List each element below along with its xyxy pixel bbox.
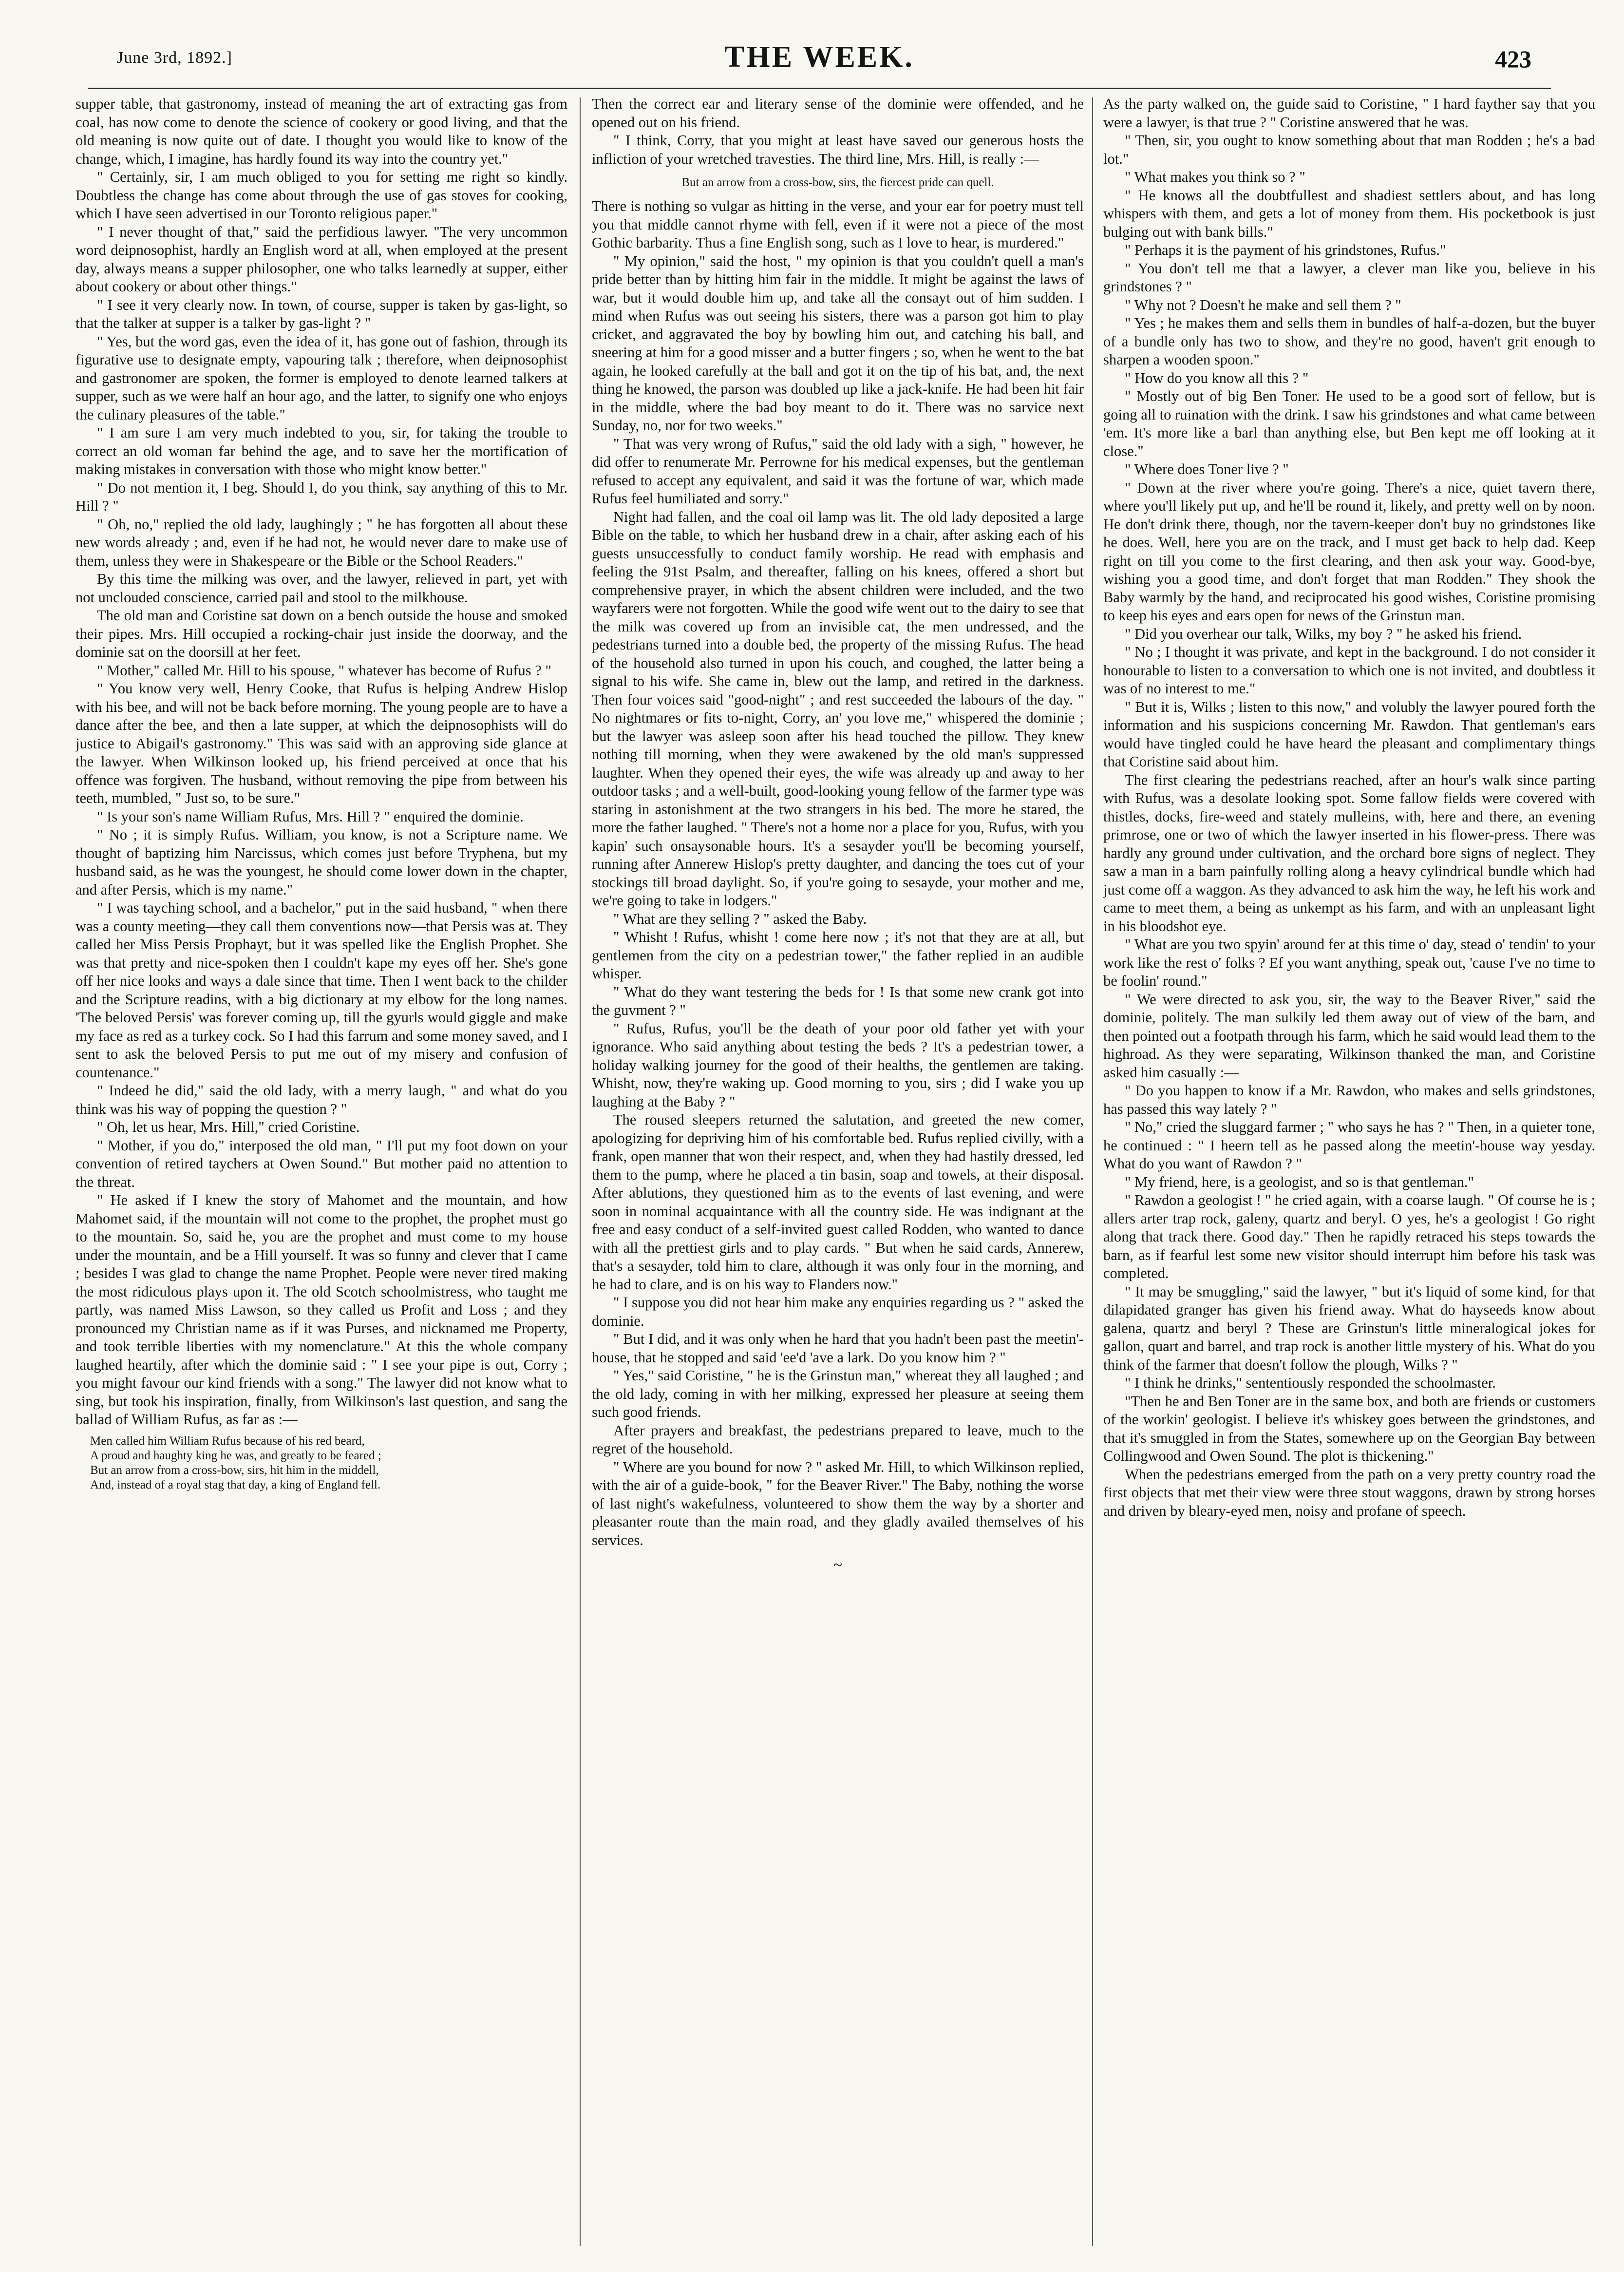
paragraph: " I suppose you did not hear him make any enquiries regarding us ? " asked the dominie. bbox=[592, 1294, 1084, 1329]
paragraph: " Mostly out of big Ben Toner. He used to be a good sort of fellow, but is going all to ruination with the drink. I saw his grindstones and what came between 'em. It's more like a barl than anything else, but Ben kept me off looking at it close." bbox=[1103, 388, 1595, 459]
paragraph: "Then he and Ben Toner are in the same box, and both are friends or customers of the workin' geologist. I believe it's whiskey goes between the grindstones, and that it's smuggled in from the States, somewhere up on the Georgian Bay between Collingwood and Owen Sound. The plot is thickening." bbox=[1103, 1393, 1595, 1464]
paragraph: " Why not ? Doesn't he make and sell them ? " bbox=[1125, 296, 1401, 313]
paragraph: Night had fallen, and the coal oil lamp was lit. The old lady deposited a large Bible on the table, to which her husband drew in a chair, after asking each of his guests unsuccessfully to conduct family worship. He read with emphasis and feeling the 91st Psalm, and thereafter, falling on his knees, offered a short but comprehensive prayer, in which the absent children were included, and the two wayfarers were not forgotten. While the good wife went out to the dairy to see that the milk was covered up from an invisible cat, the men undressed, and the pedestrians turned into a double bed, the property of the missing Rufus. The head of the household also turned in upon his couch, and coughed, the latter being a signal to his wife. She came in, blew out the lamp, and retired in the darkness. Then four voices said "good-night" ; and rest succeeded the labours of the day. " No nightmares or fits to-night, Corry, an' you love me," whispered the dominie ; but the lawyer was asleep soon after his head touched the pillow. They knew nothing till morning, when they were awakened by the old man's suppressed laughter. When they opened their eyes, the wife was already up and away to her outdoor tasks ; and a well-built, good-looking young fellow of the farmer type was staring in astonishment at the two strangers in his bed. The more he stared, the more the father laughed. " There's not a home nor a place for you, Rufus, with you kapin' such onsaysonable hours. It's a sesayder you'll be becoming yourself, running after Annerew Hislop's pretty daughter, and dancing the toes cut of your stockings till broad daylight. So, if you're going to sesayde, your mother and me, we're going to take in lodgers." bbox=[592, 508, 1084, 909]
text-column-2 bbox=[592, 95, 1084, 2249]
verse-line: A proud and haughty king he was, and greatly to be feared ; bbox=[90, 1449, 381, 1462]
quoted-verse-line: But an arrow from a cross-bow, sirs, the fiercest pride can quell. bbox=[681, 176, 994, 189]
paragraph: " My opinion," said the host, " my opinion is that you couldn't quell a man's pride better than by hitting him fair in the middle. It might be against the laws of war, but it would double him up, and take all the consayt out of him sudden. I mind when Rufus was out seeing his sisters, there was a parson got him to play cricket, and aggravated the boy by bowling him out, and catching his ball, and sneering at him for a good misser and a butter fingers ; so, when he went to the bat again, he looked carefully at the ball and got it on the tip of his bat, and, the next thing he knowed, the parson was doubled up like a jack-knife. He had been hit fair in the middle, where the bad boy meant to do it. There was no sarvice next Sunday, no, nor for two weeks." bbox=[592, 252, 1084, 434]
paragraph: " We were directed to ask you, sir, the way to the Beaver River," said the dominie, politely. The man sulkily led them away out of view of the barn, and then pointed out a footpath through his farm, which he said would lead them to the highroad. As they were separating, Wilkinson thanked the man, and Coristine asked him casually :— bbox=[1103, 991, 1595, 1081]
paragraph: " You know very well, Henry Cooke, that Rufus is helping Andrew Hislop with his bee, and will not be back before morning. The young people are to have a dance after the bee, and then a late supper, at which the deipnosophists will do justice to Abigail's gastronomy." This was said with an approving side glance at the lawyer. When Wilkinson looked up, his friend perceived at once that his offence was forgiven. The husband, without removing the pipe from between his teeth, mumbled, " Just so, to be sure." bbox=[76, 680, 567, 806]
paragraph: When the pedestrians emerged from the path on a very pretty country road the first objects that met their view were three stout waggons, drawn by strong horses and driven by bleary-eyed men, noisy and profane of speech. bbox=[1103, 1466, 1595, 1519]
paragraph: " How do you know all this ? " bbox=[1125, 369, 1309, 386]
paragraph: " But it is, Wilks ; listen to this now," and volubly the lawyer poured forth the information and his suspicions concerning Mr. Rawdon. That gentleman's ears would have tingled could he have heard the pleasant and complimentary things that Coristine said about him. bbox=[1103, 698, 1595, 770]
paragraph: " You don't tell me that a lawyer, a clever man like you, believe in his grindstones ? " bbox=[1103, 260, 1595, 295]
paragraph: There is nothing so vulgar as hitting in the verse, and your ear for poetry must tell you that middle cannot rhyme with fell, even if it were not a piece of the most Gothic barbarity. Thus a fine English song, such as I love to hear, is murdered." bbox=[592, 198, 1084, 251]
paragraph: " What makes you think so ? " bbox=[1125, 169, 1305, 185]
paragraph: " But I did, and it was only when he hard that you hadn't been past the meetin'-house, that he stopped and said 'ee'd 'ave a lark. Do you know him ? " bbox=[592, 1331, 1084, 1366]
paragraph: " Do not mention it, I beg. Should I, do you think, say anything of this to Mr. Hill ? " bbox=[76, 479, 567, 514]
paragraph: " Yes," said Coristine, " he is the Grinstun man," whereat they all laughed ; and the old lady, coming in with her milking, expressed her pleasure at seeing them such good friends. bbox=[592, 1367, 1084, 1420]
paragraph: " No," cried the sluggard farmer ; " who says he has ? " Then, in a quieter tone, he continued : " I heern tell as he passed along the meetin'-house way yesday. What do you want of Rawdon ? " bbox=[1103, 1119, 1595, 1172]
paragraph: " My friend, here, is a geologist, and so is that gentleman." bbox=[1125, 1173, 1474, 1190]
paragraph: " Where does Toner live ? " bbox=[1125, 461, 1289, 477]
paragraph: " I am sure I am very much indebted to you, sir, for taking the trouble to correct an old woman far behind the age, and to save her the mortification of making mistakes in conversation with those who might know better." bbox=[76, 424, 567, 477]
paragraph: As the party walked on, the guide said to Coristine, " I hard fayther say that you were a lawyer, is that true ? " Coristine answered that he was. bbox=[1103, 95, 1595, 131]
paragraph: The first clearing the pedestrians reached, after an hour's walk since parting with Rufus, was a desolate looking spot. Some fallow fields were covered with thistles, docks, fire-weed and stately mulleins, with, here and there, an evening primrose, one or two of which the lawyer inserted in his flower-press. There was hardly any ground under cultivation, and the orchard bore signs of neglect. They saw a man in a barn painfully rolling along a heavy cylindrical bundle which had just come off a waggon. As they advanced to ask him the way, he left his work and came to meet them, a being as unkempt as his farm, and with an unpleasant light in his bloodshot eye. bbox=[1103, 771, 1595, 935]
paragraph: " I think, Corry, that you might at least have saved our generous hosts the infliction of your wretched travesties. The third line, Mrs. Hill, is really :— bbox=[592, 132, 1084, 167]
paragraph: " What are you two spyin' around fer at this time o' day, stead o' tendin' to your work like the rest o' folks ? Ef you want anything, speak out, 'cause I've no time to be foolin' round." bbox=[1103, 936, 1595, 989]
paragraph: " Whisht ! Rufus, whisht ! come here now ; it's not that they are at all, but gentlemen from the city on a pedestrian tower," the father replied in an audible whisper. bbox=[592, 929, 1084, 982]
paragraph: The old man and Coristine sat down on a bench outside the house and smoked their pipes. Mrs. Hill occupied a rocking-chair just inside the doorway, and the dominie sat on the doorsill at her feet. bbox=[76, 607, 567, 660]
verse-line: And, instead of a royal stag that day, a king of England fell. bbox=[90, 1478, 381, 1491]
paragraph: " Perhaps it is the payment of his grindstones, Rufus." bbox=[1125, 242, 1446, 258]
paragraph: " Down at the river where you're going. There's a nice, quiet tavern there, where you'll likely put up, and he'll be round it, likely, and pretty well on by noon. He don't drink there, though, nor the tavern-keeper don't buy no grindstones like he does. Well, here you are on the track, and I must get back to help dad. Keep right on till you come to the first clearing, and then ask your way. Good-bye, wishing you a good time, and don't forget that man Rodden." They shook the Baby warmly by the hand, and reciprocated his good wishes, Coristine promising to keep his eyes and ears open for news of the Grinstun man. bbox=[1103, 479, 1595, 624]
verse-line: But an arrow from a cross-bow, sirs, hit him in the middell, bbox=[90, 1463, 379, 1477]
column-rule-right bbox=[1092, 97, 1093, 2246]
paragraph: " Where are you bound for now ? " asked Mr. Hill, to which Wilkinson replied, with the air of a guide-book, " for the Beaver River." The Baby, nothing the worse of last night's wakefulness, volunteered to show them the way by a shorter and pleasanter route than the main road, and they gladly availed themselves of his services. bbox=[592, 1458, 1084, 1548]
page-number: 423 bbox=[1495, 45, 1531, 73]
paragraph: " He asked if I knew the story of Mahomet and the mountain, and how Mahomet said, if the mountain will not come to the prophet, the prophet must go to the mountain. So, said he, you are the prophet and must come to my house under the mountain, and be a Hill yourself. It was so funny and clever that I came ; besides I was glad to change the name Prophet. People were never tired making the most ridiculous plays upon it. The old Scotch schoolmistress, who taught me partly, was named Miss Lawson, so they called us Profit and Loss ; and they pronounced my Christian name as if it was Purses, and nicknamed me Property, and took terrible liberties with my nomenclature." At this the whole company laughed heartily, after which the dominie said : " I see your pipe is out, Corry ; you might favour our kind friends with a song." The lawyer did not know what to sing, but took his inspiration, finally, from Wilkinson's last question, and sang the ballad of William Rufus, as far as :— bbox=[76, 1192, 567, 1428]
paragraph: The roused sleepers returned the salutation, and greeted the new comer, apologizing for depriving him of his comfortable bed. Rufus replied civilly, with a frank, open manner that won their respect, and, when they had hastily dressed, led them to the pump, where he placed a tin basin, soap and towels, at their disposal. After ablutions, they questioned him as to the events of last evening, and were soon in nominal acquaintance with all the country side. He was indignant at the free and easy conduct of a self-invited guest called Rodden, who wanted to dance with all the prettiest girls and to play cards. " But when he said cards, Annerew, that's a sesayder, told him to clare, although it was only four in the morning, and he had to clare, and is on his way to Flanders now." bbox=[592, 1111, 1084, 1293]
ballad-verse bbox=[90, 1434, 567, 1492]
paragraph: " Rawdon a geologist ! " he cried again, with a coarse laugh. " Of course he is ; allers arter trap rock, galeny, quartz and beryl. O yes, he's a geologist ! Go right along that track there. Good day." Then he rapidly retraced his steps towards the barn, as if fearful lest some new visitor should interrupt him before his task was completed. bbox=[1103, 1192, 1595, 1281]
paragraph: " I see it very clearly now. In town, of course, supper is taken by gas-light, so that the talker at supper is a talker by gas-light ? " bbox=[76, 296, 567, 331]
verse-line: Men called him William Rufus because of his red beard, bbox=[90, 1434, 365, 1448]
paragraph: " Certainly, sir, I am much obliged to you for setting me right so kindly. Doubtless the change has come about through the use of gas stoves for cooking, which I have seen advertised in our Toronto religious paper." bbox=[76, 169, 567, 222]
text-column-3 bbox=[1103, 95, 1595, 2249]
paragraph: " Then, sir, you ought to know something about that man Rodden ; he's a bad lot." bbox=[1103, 132, 1595, 167]
issue-date: June 3rd, 1892.] bbox=[117, 49, 232, 67]
paragraph: " Mother," called Mr. Hill to his spouse, " whatever has become of Rufus ? " bbox=[97, 662, 551, 679]
paragraph: " Is your son's name William Rufus, Mrs. Hill ? " enquired the dominie. bbox=[97, 808, 524, 825]
paragraph: " Oh, no," replied the old lady, laughingly ; " he has forgotten all about these new words already ; and, even if he had not, he would never dare to make use of them, unless they were in Shakespeare or the Bible or the School Readers." bbox=[76, 515, 567, 569]
paragraph: " Rufus, Rufus, you'll be the death of your poor old father yet with your ignorance. Who said anything about testing the beds ? It's a pedestrian tower, a holiday walking journey for the good of their healths, the gentlemen are taking. Whisht, now, they're waking up. Good morning to you, sirs ; did I wake you up laughing at the Baby ? " bbox=[592, 1020, 1084, 1110]
paragraph: " No ; it is simply Rufus. William, you know, is not a Scripture name. We thought of baptizing him Narcissus, which comes just before Tryphena, but my husband said, as he was the youngest, he should come lower down in the chapter, and after Persis, which is my name." bbox=[76, 826, 567, 898]
paragraph: Then the correct ear and literary sense of the dominie were offended, and he opened out on his friend. bbox=[592, 95, 1084, 131]
paragraph: " No ; I thought it was private, and kept in the background. I do not consider it honourable to listen to a conversation to which one is not invited, and doubtless it was of no interest to me." bbox=[1103, 644, 1595, 697]
column-rule-left bbox=[580, 97, 581, 2246]
paragraph: " What do they want testering the beds for ! Is that some new crank got into the guvment ? " bbox=[592, 983, 1084, 1018]
paragraph: supper table, that gastronomy, instead of meaning the art of extracting gas from coal, has now come to denote the science of cookery or good living, and that the old meaning is now quite out of date. I thought you would like to know of the change, which, I imagine, has hardly found its way into the country yet." bbox=[76, 95, 567, 167]
page-header bbox=[88, 34, 1551, 89]
paragraph: " What are they selling ? " asked the Baby. bbox=[613, 910, 867, 927]
paragraph: " It may be smuggling," said the lawyer, " but it's liquid of some kind, for that dilapidated granger has given his friend away. What do hayseeds know about galena, quartz and beryl ? These are Grinstun's little mineralogical jokes for gallon, quart and barrel, and trap rock is another little mystery of his. What do you think of the farmer that doesn't follow the plough, Wilks ? " bbox=[1103, 1283, 1595, 1373]
masthead-title: THE WEEK. bbox=[724, 40, 914, 74]
paragraph: " Yes ; he makes them and sells them in bundles of half-a-dozen, but the buyer of a bundle only has two to show, and they're no good, haven't grit enough to sharpen a wooden spoon." bbox=[1103, 315, 1595, 368]
paragraph: By this time the milking was over, and the lawyer, relieved in part, yet with not unclouded conscience, carried pail and stool to the milkhouse. bbox=[76, 571, 567, 606]
paragraph: " Mother, if you do," interposed the old man, " I'll put my foot down on your convention of retired taychers at Owen Sound." But mother paid no attention to the threat. bbox=[76, 1137, 567, 1190]
paragraph: " Do you happen to know if a Mr. Rawdon, who makes and sells grindstones, has passed this way lately ? " bbox=[1103, 1082, 1595, 1117]
paragraph: " Indeed he did," said the old lady, with a merry laugh, " and what do you think was his way of popping the question ? " bbox=[76, 1082, 567, 1117]
section-ornament: ~ bbox=[833, 1556, 843, 1574]
paragraph: " I think he drinks," sententiously responded the schoolmaster. bbox=[1125, 1375, 1496, 1391]
paragraph: " I was tayching school, and a bachelor," put in the said husband, " when there was a county meeting—they call them conventions now—that Persis was at. They called her Miss Persis Prophayt, but it was spelled like the English Prophet. She was that pretty and nice-spoken then I couldn't kape my eyes off her. She's gone off her nice looks and ways a dale since that time. Then I went back to the childer and the Scripture readins, with a big dictionary at my elbow for the long names. 'The beloved Persis' was forever coming up, till the gyurls would giggle and make my face as red as a turkey cock. So I had this farrum and some money saved, and I sent to ask the beloved Persis to put me out of my misery and confusion of countenance." bbox=[76, 899, 567, 1081]
paragraph: " He knows all the doubtfullest and shadiest settlers about, and has long whispers with them, and gets a lot of money from them. His pocketbook is just bulging out with bank bills." bbox=[1103, 187, 1595, 240]
paragraph: " Oh, let us hear, Mrs. Hill," cried Coristine. bbox=[97, 1119, 360, 1135]
paragraph: " That was very wrong of Rufus," said the old lady with a sigh, " however, he did offer to renumerate Mr. Perrowne for his medical expenses, but the gentleman refused to accept any equivalent, and said it was the fortune of war, which made Rufus feel humiliated and sorry." bbox=[592, 435, 1084, 507]
text-column-1 bbox=[76, 95, 567, 2249]
paragraph: " I never thought of that," said the perfidious lawyer. "The very uncommon word deipnosophist, hardly an English word at all, when employed at the present day, always means a supper philosopher, one who talks learnedly at supper, either about cookery or about other things." bbox=[76, 223, 567, 295]
paragraph: " Yes, but the word gas, even the idea of it, has gone out of fashion, through its figurative use to designate empty, vapouring talk ; therefore, when deipnosophist and gastronomer are spoken, the former is employed to denote learned talkers at supper, such as we were half an hour ago, and the latter, to signify one who enjoys the culinary pleasures of the table." bbox=[76, 333, 567, 423]
paragraph: After prayers and breakfast, the pedestrians prepared to leave, much to the regret of the household. bbox=[592, 1422, 1084, 1457]
paragraph: " Did you overhear our talk, Wilks, my boy ? " he asked his friend. bbox=[1125, 625, 1522, 642]
